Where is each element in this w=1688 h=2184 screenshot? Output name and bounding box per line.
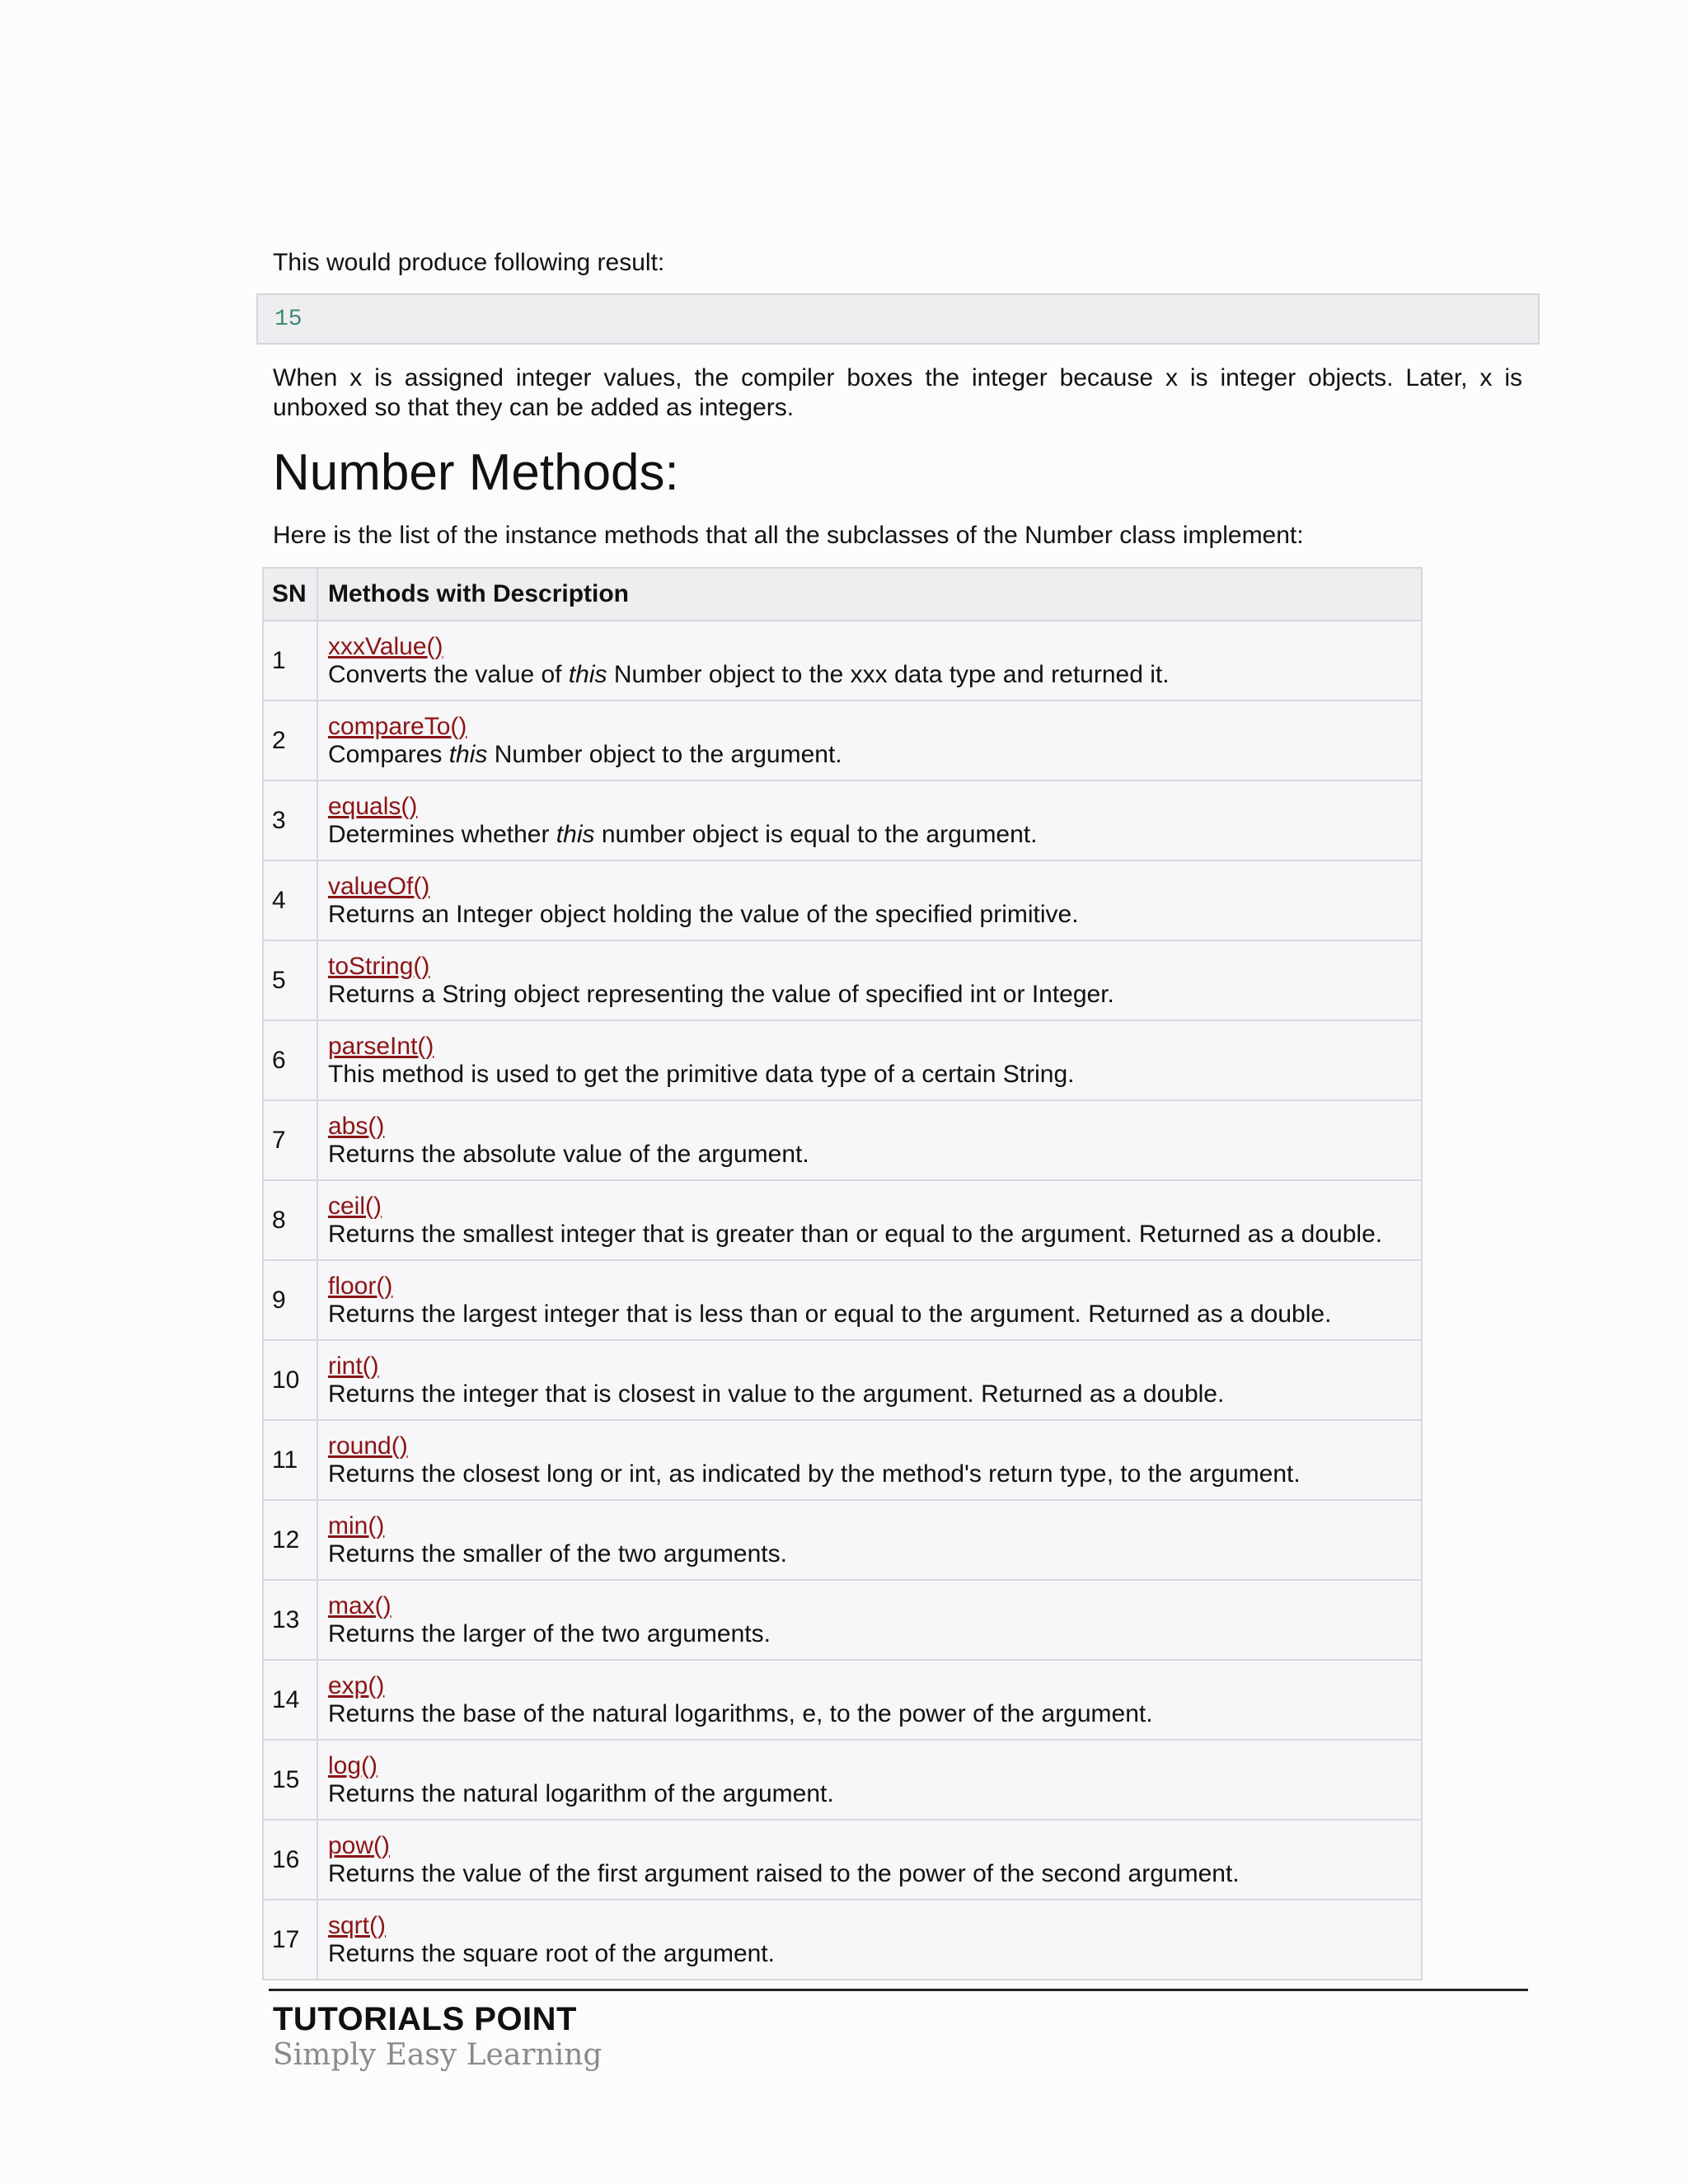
intro-text: This would produce following result: — [273, 249, 665, 276]
row-number: 5 — [263, 940, 317, 1020]
description-text-continued: Number object to the xxx data type and returned it. — [607, 660, 1170, 688]
description-emphasis: this — [448, 740, 488, 768]
footer-divider — [269, 1989, 1528, 1991]
row-description-cell — [317, 1580, 1422, 1660]
row-number: 8 — [263, 1180, 317, 1260]
method-link[interactable]: pow() — [328, 1831, 391, 1859]
table-row — [263, 1100, 1422, 1180]
method-link[interactable]: rint() — [328, 1352, 379, 1380]
table-row — [263, 1660, 1422, 1740]
row-description-cell — [317, 1260, 1422, 1340]
row-number: 7 — [263, 1100, 317, 1180]
row-number: 4 — [263, 860, 317, 940]
description-text: Returns the largest integer that is less than or equal to the argument. Returned as a double. — [328, 1300, 1332, 1328]
method-link[interactable]: valueOf() — [328, 872, 430, 900]
table-row — [263, 1420, 1422, 1500]
method-description — [328, 1221, 1421, 1249]
row-description-cell — [317, 860, 1422, 940]
table-row — [263, 701, 1422, 780]
method-description — [328, 1141, 1421, 1169]
table-row — [263, 860, 1422, 940]
method-description — [328, 901, 1421, 929]
method-link[interactable]: ceil() — [328, 1192, 382, 1220]
method-description — [328, 1460, 1421, 1488]
method-description — [328, 1620, 1421, 1648]
method-link[interactable]: round() — [328, 1432, 408, 1460]
header-description: Methods with Description — [317, 568, 1422, 621]
row-number: 11 — [263, 1420, 317, 1500]
table-row — [263, 621, 1422, 701]
row-description-cell — [317, 1660, 1422, 1740]
code-output-text: 15 — [274, 307, 302, 332]
method-description — [328, 1860, 1421, 1888]
methods-table — [262, 567, 1423, 1980]
method-link[interactable]: exp() — [328, 1671, 385, 1699]
table-row — [263, 780, 1422, 860]
row-number: 15 — [263, 1740, 317, 1820]
row-description-cell — [317, 940, 1422, 1020]
footer-tagline: Simply Easy Learning — [273, 2038, 603, 2072]
method-link[interactable]: log() — [328, 1751, 378, 1779]
description-text-continued: number object is equal to the argument. — [594, 820, 1038, 848]
table-row — [263, 940, 1422, 1020]
description-text: Compares — [328, 740, 449, 768]
table-row — [263, 1500, 1422, 1580]
method-description — [328, 1540, 1421, 1568]
method-link[interactable]: compareTo() — [328, 712, 467, 740]
table-row — [263, 1260, 1422, 1340]
row-number: 6 — [263, 1020, 317, 1100]
footer-brand: TUTORIALS POINT — [273, 2001, 577, 2037]
method-link[interactable]: floor() — [328, 1272, 393, 1300]
method-description — [328, 1780, 1421, 1808]
description-text: Determines whether — [328, 820, 556, 848]
table-row — [263, 1180, 1422, 1260]
table-row — [263, 1900, 1422, 1980]
description-text: Returns the smaller of the two arguments. — [328, 1540, 787, 1568]
description-text: Returns the value of the first argument raised to the power of the second argument. — [328, 1859, 1240, 1887]
description-text: Returns the closest long or int, as indicated by the method's return type, to the argument. — [328, 1460, 1301, 1488]
row-number: 10 — [263, 1340, 317, 1420]
description-text: Returns the natural logarithm of the argument. — [328, 1779, 834, 1807]
table-row — [263, 1020, 1422, 1100]
description-text: Returns the square root of the argument. — [328, 1939, 775, 1967]
explanation-paragraph: When x is assigned integer values, the compiler boxes the integer because x is integer objects. Later, x is unboxed so that they can be added as integers. — [273, 364, 1522, 421]
row-description-cell — [317, 1340, 1422, 1420]
row-number: 1 — [263, 621, 317, 701]
method-description — [328, 1700, 1421, 1728]
row-number: 2 — [263, 701, 317, 780]
section-heading: Number Methods: — [273, 444, 679, 501]
description-text: Returns the integer that is closest in value to the argument. Returned as a double. — [328, 1380, 1225, 1408]
table-row — [263, 1340, 1422, 1420]
method-description — [328, 1061, 1421, 1089]
table-header-row — [263, 568, 1422, 621]
description-text: Returns a String object representing the value of specified int or Integer. — [328, 980, 1114, 1008]
row-number: 17 — [263, 1900, 317, 1980]
table-row — [263, 1740, 1422, 1820]
description-text: Returns the smallest integer that is greater than or equal to the argument. Returned as a double. — [328, 1220, 1383, 1248]
table-row — [263, 1580, 1422, 1660]
row-number: 16 — [263, 1820, 317, 1900]
table-row — [263, 1820, 1422, 1900]
method-link[interactable]: max() — [328, 1591, 392, 1619]
description-text: Returns the absolute value of the argument. — [328, 1140, 809, 1168]
method-link[interactable]: sqrt() — [328, 1911, 386, 1939]
row-description-cell — [317, 780, 1422, 860]
row-description-cell — [317, 1740, 1422, 1820]
description-emphasis: this — [556, 820, 595, 848]
row-number: 3 — [263, 780, 317, 860]
method-link[interactable]: parseInt() — [328, 1032, 434, 1060]
method-description — [328, 661, 1421, 689]
description-emphasis: this — [568, 660, 607, 688]
method-description — [328, 1380, 1421, 1408]
description-text-continued: Number object to the argument. — [487, 740, 842, 768]
method-description — [328, 1301, 1421, 1329]
description-text: Returns the larger of the two arguments. — [328, 1619, 771, 1647]
row-description-cell — [317, 1420, 1422, 1500]
row-number: 12 — [263, 1500, 317, 1580]
method-description — [328, 821, 1421, 849]
description-text: Converts the value of — [328, 660, 569, 688]
row-description-cell — [317, 701, 1422, 780]
description-text: Returns the base of the natural logarithms, e, to the power of the argument. — [328, 1699, 1153, 1727]
row-description-cell — [317, 1020, 1422, 1100]
section-lead: Here is the list of the instance methods that all the subclasses of the Number class implement: — [273, 522, 1304, 549]
method-description — [328, 1940, 1421, 1968]
row-description-cell — [317, 1900, 1422, 1980]
description-text: This method is used to get the primitive data type of a certain String. — [328, 1060, 1075, 1088]
method-link[interactable]: abs() — [328, 1112, 385, 1140]
row-description-cell — [317, 1500, 1422, 1580]
code-output-box — [256, 293, 1540, 344]
description-text: Returns an Integer object holding the value of the specified primitive. — [328, 900, 1079, 928]
row-number: 9 — [263, 1260, 317, 1340]
method-link[interactable]: equals() — [328, 792, 418, 820]
row-number: 13 — [263, 1580, 317, 1660]
method-description — [328, 741, 1421, 769]
methods-table-body — [263, 621, 1422, 1980]
header-sn: SN — [263, 568, 317, 621]
method-link[interactable]: min() — [328, 1511, 385, 1540]
row-description-cell — [317, 1100, 1422, 1180]
method-link[interactable]: toString() — [328, 952, 430, 980]
method-link[interactable]: xxxValue() — [328, 632, 443, 660]
row-description-cell — [317, 1820, 1422, 1900]
row-description-cell — [317, 1180, 1422, 1260]
row-description-cell — [317, 621, 1422, 701]
row-number: 14 — [263, 1660, 317, 1740]
method-description — [328, 981, 1421, 1009]
